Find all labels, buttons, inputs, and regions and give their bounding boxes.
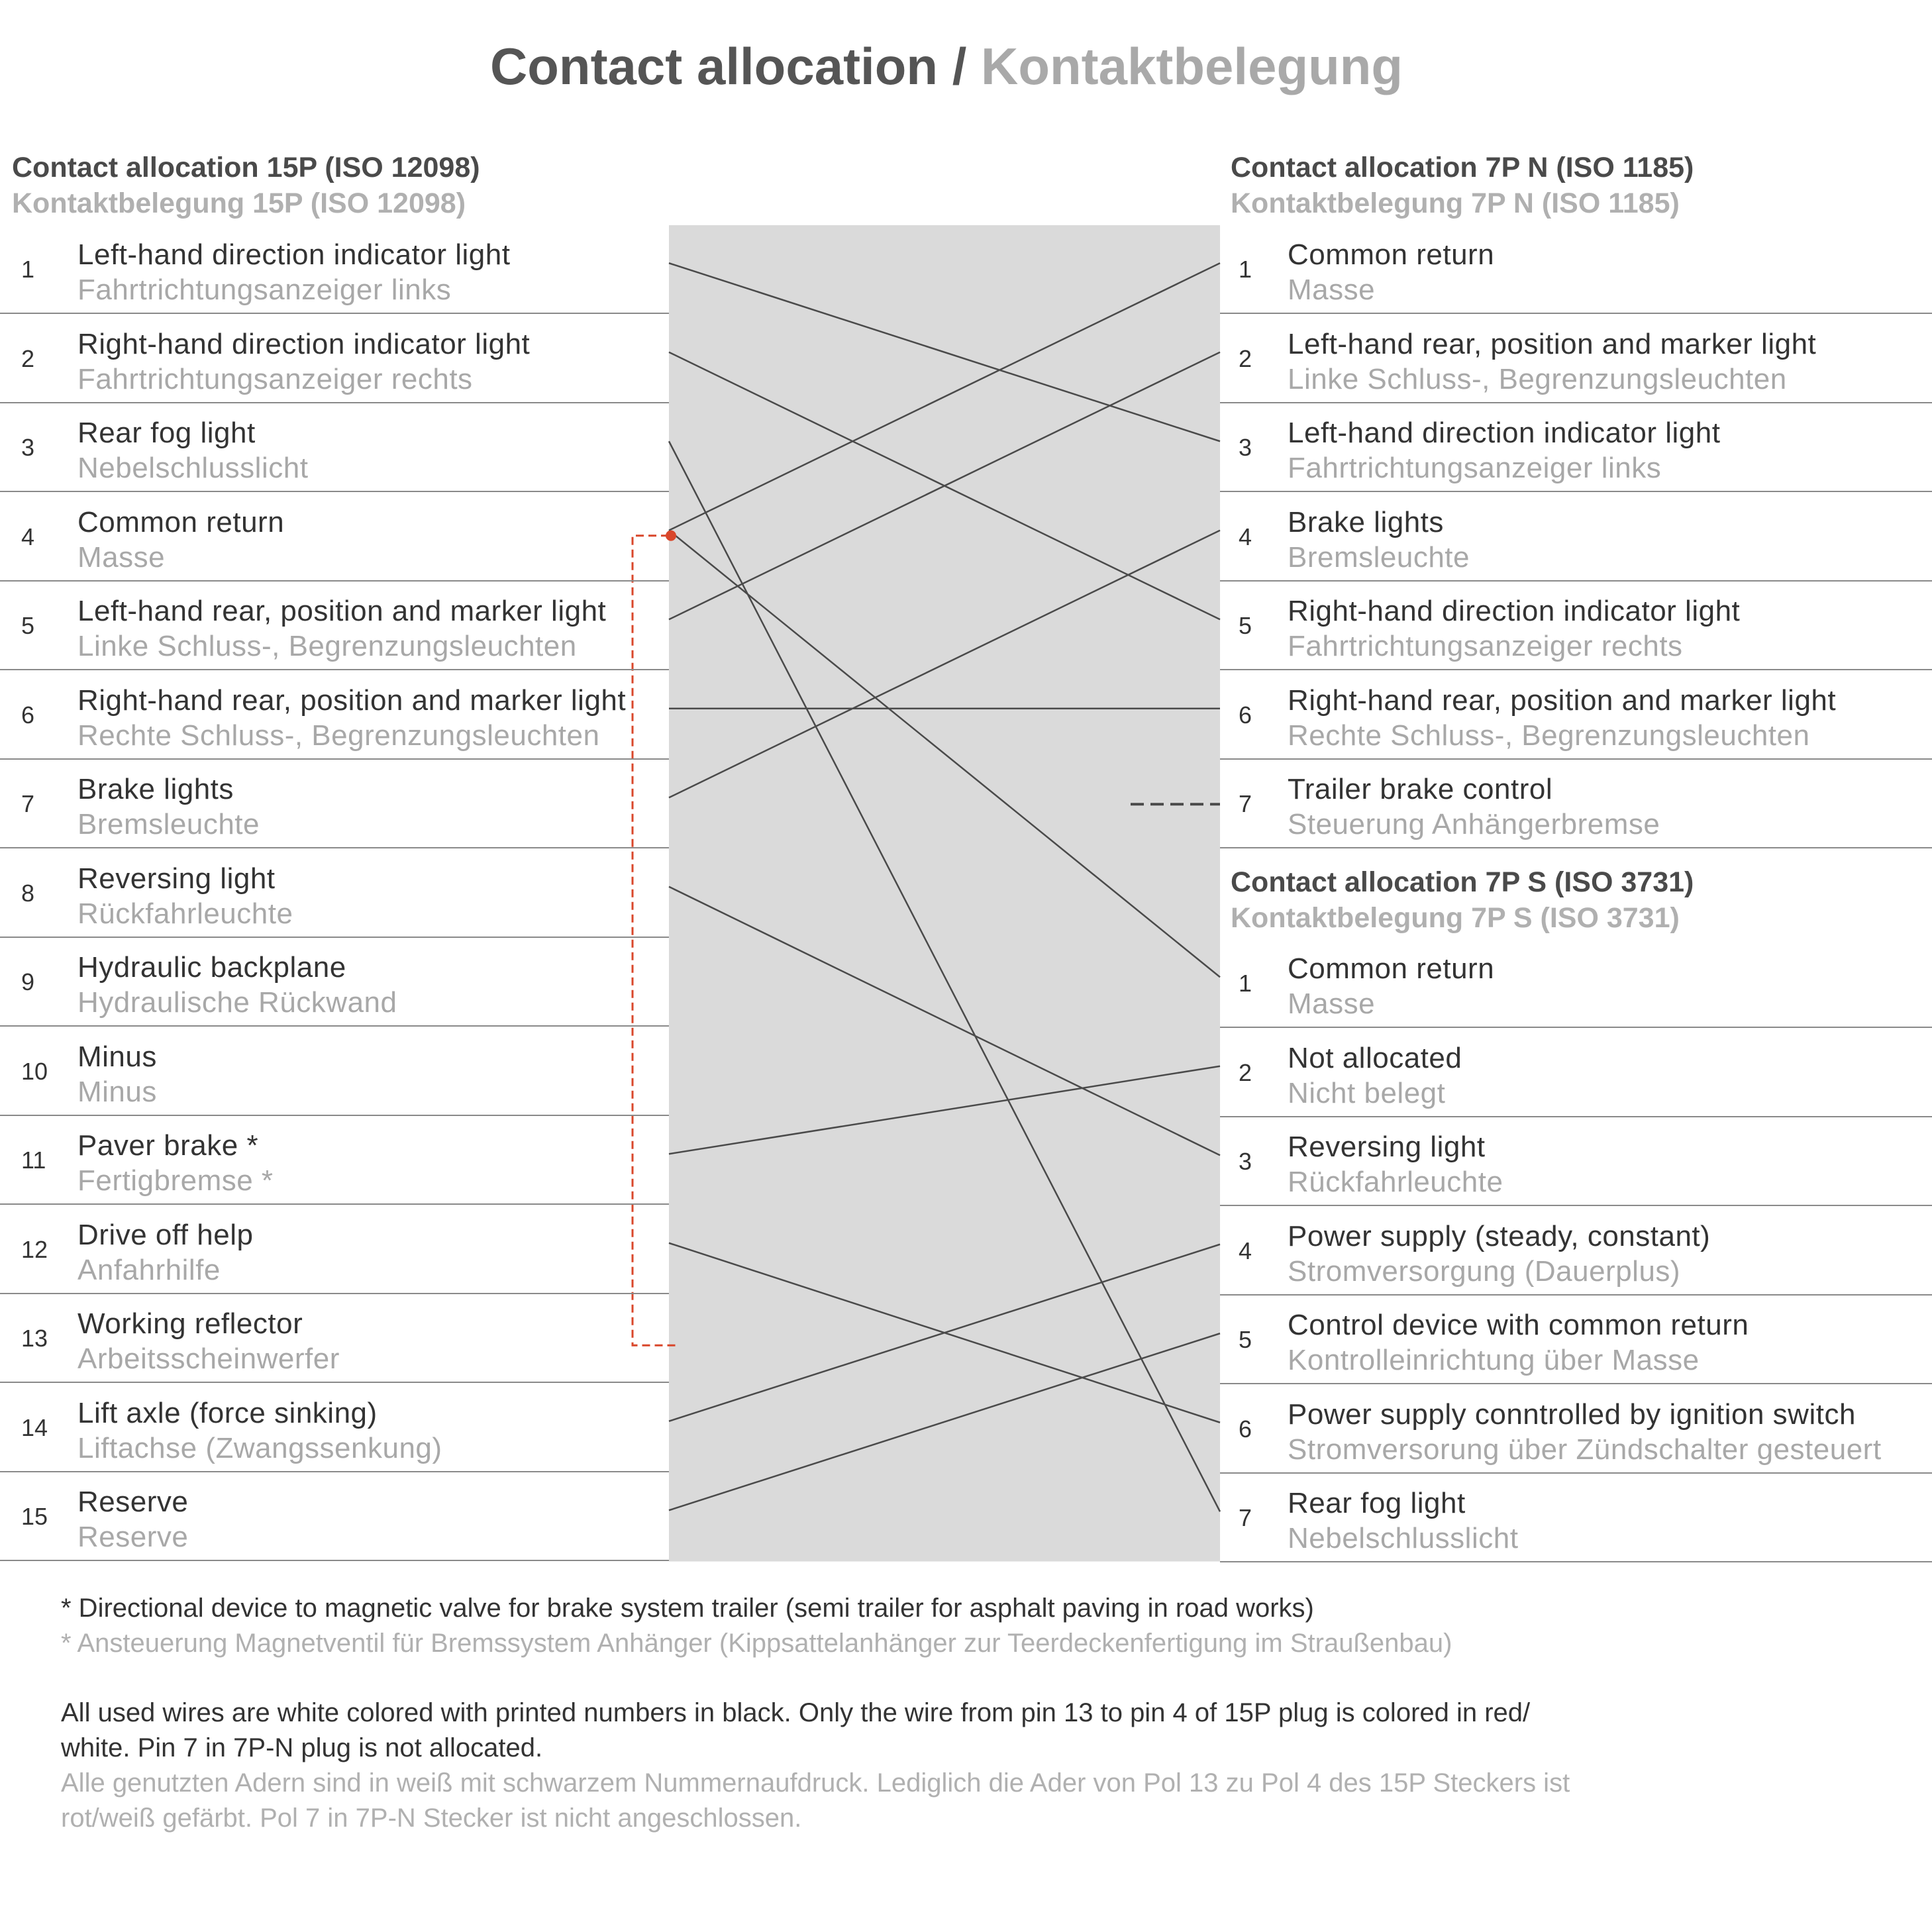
pin-label bbox=[77, 1128, 274, 1198]
pin-number: 14 bbox=[21, 1413, 48, 1441]
pin-label bbox=[1288, 951, 1494, 1021]
pin-label-de: Arbeitsscheinwerfer bbox=[77, 1343, 340, 1375]
pin-label bbox=[1288, 683, 1836, 753]
pin-label-en: Not allocated bbox=[1288, 1041, 1462, 1074]
pin-label-en: Right-hand direction indicator light bbox=[1288, 595, 1741, 627]
pin-label bbox=[1288, 505, 1470, 575]
15p-pin-4 bbox=[0, 493, 669, 582]
pin-label bbox=[77, 1484, 188, 1554]
pin-number: 3 bbox=[1239, 434, 1252, 461]
pin-number: 3 bbox=[21, 434, 35, 461]
pin-label-en: Right-hand rear, position and marker light bbox=[1288, 684, 1837, 717]
pin-label-de: Masse bbox=[77, 540, 166, 574]
pin-label-en: Trailer brake control bbox=[1288, 773, 1553, 805]
pin-label-de: Bremsleuchte bbox=[1288, 540, 1470, 574]
wire-note-de-line2: rot/weiß gefärbt. Pol 7 in 7P-N Stecker ist nicht angeschlossen. bbox=[61, 1804, 802, 1833]
pin-number: 12 bbox=[21, 1235, 48, 1263]
pin-label-de: Fahrtrichtungsanzeiger rechts bbox=[1288, 630, 1683, 662]
pin-label-en: Power supply conntrolled by ignition switch bbox=[1288, 1398, 1856, 1431]
7pn-pin-7 bbox=[1220, 760, 1932, 848]
pin-label-en: Rear fog light bbox=[77, 417, 256, 449]
pin-label-en: Paver brake * bbox=[77, 1129, 259, 1162]
pin-label bbox=[1288, 1041, 1462, 1111]
wire-note bbox=[61, 1696, 1570, 1836]
pin-number: 6 bbox=[1239, 701, 1252, 729]
pin-label-de: Liftachse (Zwangssenkung) bbox=[77, 1431, 442, 1464]
pin-number: 10 bbox=[21, 1057, 48, 1085]
15p-pin-15 bbox=[0, 1472, 669, 1561]
pin-label-en: Rear fog light bbox=[1288, 1487, 1466, 1519]
7pn-pin-5 bbox=[1220, 582, 1932, 670]
pin-number: 7 bbox=[1239, 790, 1252, 817]
pin-label-de: Masse bbox=[1288, 274, 1376, 306]
7pn-pin-2 bbox=[1220, 315, 1932, 403]
footnote bbox=[61, 1591, 1452, 1661]
15p-pin-11 bbox=[0, 1116, 669, 1205]
pin-label-de: Linke Schluss-, Begrenzungsleuchten bbox=[1288, 362, 1787, 395]
pin-label-en: Control device with common return bbox=[1288, 1309, 1749, 1341]
pin-label bbox=[77, 950, 397, 1020]
pin-label-de: Rechte Schluss-, Begrenzungsleuchten bbox=[1288, 719, 1810, 752]
pin-label bbox=[77, 505, 284, 575]
pin-label-en: Drive off help bbox=[77, 1218, 254, 1251]
pin-label-de: Hydraulische Rückwand bbox=[77, 986, 397, 1019]
pin-label bbox=[1288, 1307, 1749, 1378]
pin-number: 6 bbox=[1239, 1415, 1252, 1443]
wire-note-en-line2: white. Pin 7 in 7P-N plug is not allocated. bbox=[61, 1733, 543, 1762]
15p-pin-13 bbox=[0, 1294, 669, 1383]
pin-label-de: Stromversorung über Zündschalter gesteuert bbox=[1288, 1433, 1882, 1466]
pin-number: 4 bbox=[21, 523, 35, 550]
pin-number: 4 bbox=[1239, 523, 1252, 550]
pin-number: 2 bbox=[1239, 344, 1252, 372]
7pn-pin-4 bbox=[1220, 493, 1932, 582]
pin-label-de: Rechte Schluss-, Begrenzungsleuchten bbox=[77, 719, 600, 752]
section-title-15p-en: Contact allocation 15P (ISO 12098) bbox=[12, 152, 480, 183]
footnote-en: * Directional device to magnetic valve for brake system trailer (semi trailer for asphalt paving in road works) bbox=[61, 1594, 1314, 1623]
pin-label-de: Stromversorgung (Dauerplus) bbox=[1288, 1254, 1681, 1288]
pin-number: 13 bbox=[21, 1325, 48, 1352]
pin-label bbox=[77, 861, 293, 931]
pin-label bbox=[1288, 327, 1816, 397]
pin-label-de: Nicht belegt bbox=[1288, 1076, 1446, 1109]
7pn-pin-3 bbox=[1220, 403, 1932, 492]
pin-number: 2 bbox=[1239, 1058, 1252, 1086]
pin-label-en: Left-hand rear, position and marker light bbox=[1288, 327, 1817, 360]
pin-number: 9 bbox=[21, 968, 35, 995]
pin-label-de: Nebelschlusslicht bbox=[77, 452, 309, 484]
pin-label bbox=[1288, 1219, 1710, 1289]
pin-number: 1 bbox=[1239, 970, 1252, 997]
section-title-15p bbox=[12, 150, 480, 221]
footnote-de: * Ansteuerung Magnetventil für Bremssystem Anhänger (Kippsattelanhänger zur Teerdeckenfertigung im Straußenbau) bbox=[61, 1629, 1452, 1658]
title-de: Kontaktbelegung bbox=[981, 37, 1403, 95]
pin-label-en: Minus bbox=[77, 1040, 157, 1073]
15p-pin-9 bbox=[0, 938, 669, 1027]
section-title-7ps bbox=[1231, 864, 1694, 936]
wire-note-en-line1: All used wires are white colored with printed numbers in black. Only the wire from pin 13 to pin 4 of 15P plug is colored in red/ bbox=[61, 1698, 1531, 1727]
pin-label-en: Left-hand rear, position and marker light bbox=[77, 595, 607, 627]
pin-label-de: Kontrolleinrichtung über Masse bbox=[1288, 1344, 1700, 1376]
pin-label bbox=[77, 772, 260, 842]
7ps-pin-5 bbox=[1220, 1296, 1932, 1384]
wire-note-de-line1: Alle genutzten Adern sind in weiß mit schwarzem Nummernaufdruck. Lediglich die Ader von Pol 13 zu Pol 4 des 15P Steckers ist bbox=[61, 1768, 1570, 1798]
15p-pin-1 bbox=[0, 225, 669, 314]
7ps-pin-6 bbox=[1220, 1385, 1932, 1474]
pin-label-de: Rückfahrleuchte bbox=[1288, 1166, 1503, 1198]
15p-pin-2 bbox=[0, 315, 669, 403]
pin-label bbox=[77, 1039, 157, 1109]
pin-label bbox=[1288, 1397, 1882, 1467]
section-title-7pn-de: Kontaktbelegung 7P N (ISO 1185) bbox=[1231, 187, 1680, 219]
pin-label-de: Fahrtrichtungsanzeiger rechts bbox=[77, 362, 473, 395]
pin-number: 1 bbox=[21, 256, 35, 283]
title-separator: / bbox=[952, 37, 967, 95]
pin-label-en: Working reflector bbox=[77, 1307, 303, 1340]
7ps-pin-4 bbox=[1220, 1207, 1932, 1296]
15p-pin-5 bbox=[0, 582, 669, 670]
15p-pin-14 bbox=[0, 1384, 669, 1472]
pin-label-en: Lift axle (force sinking) bbox=[77, 1396, 378, 1429]
pin-number: 3 bbox=[1239, 1148, 1252, 1175]
pin-label bbox=[77, 327, 530, 397]
7ps-pin-2 bbox=[1220, 1029, 1932, 1117]
pin-label bbox=[1288, 772, 1660, 842]
pin-number: 7 bbox=[21, 790, 35, 817]
section-title-15p-de: Kontaktbelegung 15P (ISO 12098) bbox=[12, 187, 466, 219]
title-en: Contact allocation bbox=[489, 37, 939, 95]
15p-pin-8 bbox=[0, 849, 669, 938]
wiring-panel bbox=[669, 225, 1220, 1562]
7ps-pin-1 bbox=[1220, 939, 1932, 1028]
pin-label-de: Fahrtrichtungsanzeiger links bbox=[1288, 452, 1662, 484]
section-title-7pn bbox=[1231, 150, 1694, 221]
pin-label bbox=[77, 1396, 442, 1466]
7pn-pin-6 bbox=[1220, 671, 1932, 760]
pin-label bbox=[77, 1306, 340, 1376]
pin-number: 5 bbox=[1239, 612, 1252, 639]
pin-label-de: Reserve bbox=[77, 1521, 189, 1553]
7pn-pin-1 bbox=[1220, 225, 1932, 314]
7ps-pin-3 bbox=[1220, 1117, 1932, 1206]
pin-number: 2 bbox=[21, 344, 35, 372]
pin-label bbox=[1288, 237, 1494, 307]
pin-label-en: Reversing light bbox=[1288, 1131, 1486, 1163]
15p-pin-3 bbox=[0, 403, 669, 492]
pin-label-en: Common return bbox=[1288, 238, 1495, 271]
pin-label-en: Hydraulic backplane bbox=[77, 951, 346, 984]
15p-pin-6 bbox=[0, 671, 669, 760]
pin-label bbox=[77, 683, 626, 753]
pin-label-en: Common return bbox=[1288, 952, 1495, 985]
pin-label-en: Brake lights bbox=[1288, 505, 1444, 538]
pin-label bbox=[77, 593, 606, 664]
pin-label bbox=[1288, 415, 1720, 485]
pin-label-en: Left-hand direction indicator light bbox=[77, 238, 511, 271]
pin-label-en: Brake lights bbox=[77, 773, 234, 805]
pin-label-en: Power supply (steady, constant) bbox=[1288, 1219, 1711, 1252]
pin-label-en: Common return bbox=[77, 505, 285, 538]
pin-number: 5 bbox=[1239, 1326, 1252, 1353]
pin-label bbox=[1288, 1486, 1518, 1556]
pin-label-de: Fertigbremse * bbox=[77, 1164, 274, 1197]
pin-label bbox=[1288, 593, 1740, 664]
pin-number: 15 bbox=[21, 1503, 48, 1530]
pin-number: 7 bbox=[1239, 1504, 1252, 1531]
pin-label bbox=[77, 415, 308, 485]
section-title-7pn-en: Contact allocation 7P N (ISO 1185) bbox=[1231, 152, 1694, 183]
pin-label-en: Reversing light bbox=[77, 862, 276, 895]
pin-number: 1 bbox=[1239, 256, 1252, 283]
pin-number: 5 bbox=[21, 612, 35, 639]
section-title-7ps-en: Contact allocation 7P S (ISO 3731) bbox=[1231, 866, 1694, 898]
pin-label-de: Linke Schluss-, Begrenzungsleuchten bbox=[77, 630, 577, 662]
pin-label bbox=[1288, 1129, 1503, 1199]
15p-pin-7 bbox=[0, 760, 669, 848]
pin-label-de: Fahrtrichtungsanzeiger links bbox=[77, 274, 452, 306]
7ps-pin-7 bbox=[1220, 1474, 1932, 1562]
pin-label-en: Reserve bbox=[77, 1486, 189, 1518]
section-title-7ps-de: Kontaktbelegung 7P S (ISO 3731) bbox=[1231, 902, 1680, 934]
pin-label-en: Right-hand rear, position and marker light bbox=[77, 684, 627, 717]
pin-label bbox=[77, 1217, 253, 1288]
pin-number: 8 bbox=[21, 879, 35, 907]
pin-label-de: Nebelschlusslicht bbox=[1288, 1522, 1519, 1554]
pin-number: 4 bbox=[1239, 1237, 1252, 1264]
pin-number: 6 bbox=[21, 701, 35, 729]
pin-label-en: Right-hand direction indicator light bbox=[77, 327, 531, 360]
15p-pin-12 bbox=[0, 1205, 669, 1294]
pin-label-de: Minus bbox=[77, 1075, 157, 1108]
pin-label-de: Anfahrhilfe bbox=[77, 1253, 221, 1286]
pin-label-de: Steuerung Anhängerbremse bbox=[1288, 808, 1660, 840]
pin-label-en: Left-hand direction indicator light bbox=[1288, 417, 1721, 449]
15p-pin-10 bbox=[0, 1027, 669, 1116]
pin-label-de: Bremsleuchte bbox=[77, 808, 260, 840]
pin-number: 11 bbox=[21, 1146, 46, 1174]
pin-label-de: Masse bbox=[1288, 988, 1376, 1020]
pin-label bbox=[77, 237, 510, 307]
pin-label-de: Rückfahrleuchte bbox=[77, 897, 293, 930]
